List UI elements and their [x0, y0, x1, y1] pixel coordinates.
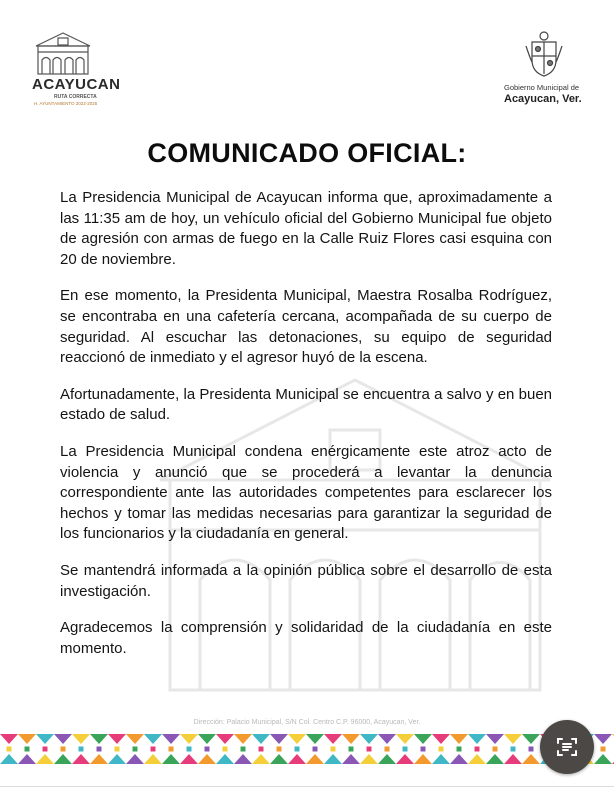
pattern-diamond [187, 747, 192, 752]
municipal-logo [500, 30, 590, 110]
pattern-diamond [295, 747, 300, 752]
pattern-triangle [360, 754, 378, 764]
paragraph: Afortunadamente, la Presidenta Municipal se encuentra a salvo y en buen estado de salud. [60, 385, 552, 424]
pattern-triangle [504, 754, 522, 764]
pattern-diamond [205, 747, 210, 752]
pattern-triangle [162, 734, 180, 744]
pattern-triangle [486, 754, 504, 764]
pattern-triangle [108, 734, 126, 744]
pattern-diamond [367, 747, 372, 752]
pattern-triangle [72, 754, 90, 764]
pattern-diamond [529, 747, 534, 752]
page-title: COMUNICADO OFICIAL: [147, 138, 467, 168]
palace-building-icon [30, 30, 96, 76]
pattern-diamond [601, 747, 606, 752]
pattern-triangle [324, 734, 342, 744]
communique-body [60, 188, 552, 675]
pattern-triangle [0, 734, 18, 744]
pattern-diamond [421, 747, 426, 752]
pattern-triangle [54, 754, 72, 764]
pattern-diamond [115, 747, 120, 752]
pattern-triangle [72, 734, 90, 744]
government-label: Gobierno Municipal de [504, 83, 580, 92]
pattern-triangle [126, 754, 144, 764]
pattern-triangle [144, 754, 162, 764]
pattern-triangle [198, 754, 216, 764]
pattern-diamond [439, 747, 444, 752]
pattern-triangle [414, 754, 432, 764]
pattern-diamond [133, 747, 138, 752]
pattern-triangle [504, 734, 522, 744]
paragraph: En ese momento, la Presidenta Municipal, Maestra Rosalba Rodríguez, se encontraba en una cafetería cercana, acompañada de su cuerpo de seguridad. Al escuchar las detonaciones, su equipo de seguridad reaccionó de inmediato y el agresor huyó de la escena. [60, 287, 552, 367]
logo-slogan-text: RUTA CORRECTA [54, 94, 97, 100]
pattern-triangle [486, 734, 504, 744]
pattern-triangle [342, 734, 360, 744]
pattern-triangle [36, 734, 54, 744]
pattern-triangle [522, 734, 540, 744]
pattern-diamond [277, 747, 282, 752]
pattern-diamond [223, 747, 228, 752]
pattern-triangle [0, 754, 18, 764]
pattern-triangle [270, 734, 288, 744]
paragraph: Agradecemos la comprensión y solidaridad de la ciudadanía en este momento. [60, 619, 552, 657]
pattern-diamond [79, 747, 84, 752]
pattern-triangle [342, 754, 360, 764]
pattern-triangle [234, 734, 252, 744]
paragraph: La Presidencia Municipal de Acayucan informa que, aproximadamente a las 11:35 am de hoy, un vehículo oficial del Gobierno Municipal fue objeto de agresión con armas de fuego en la Calle Ruiz Flores casi esquina con 20 de noviembre. [60, 189, 552, 268]
pattern-triangle [126, 734, 144, 744]
pattern-triangle [90, 754, 108, 764]
pattern-triangle [324, 754, 342, 764]
pattern-triangle [252, 754, 270, 764]
footer-address: Dirección: Palacio Municipal, S/N Col. Centro C.P. 96000, Acayucan, Ver. [193, 719, 421, 726]
pattern-triangle [180, 754, 198, 764]
scan-text-button[interactable] [540, 720, 594, 774]
pattern-diamond [43, 747, 48, 752]
pattern-diamond [349, 747, 354, 752]
pattern-diamond [385, 747, 390, 752]
pattern-triangle [468, 754, 486, 764]
pattern-triangle [378, 734, 396, 744]
pattern-triangle [594, 734, 612, 744]
pattern-triangle [198, 734, 216, 744]
pattern-triangle [414, 734, 432, 744]
pattern-diamond [457, 747, 462, 752]
pattern-diamond [61, 747, 66, 752]
pattern-triangle [144, 734, 162, 744]
decorative-pattern-band [0, 730, 614, 768]
text-scan-icon [555, 735, 579, 759]
pattern-diamond [259, 747, 264, 752]
government-name: Acayucan, Ver. [504, 93, 582, 105]
acayucan-logo [30, 30, 120, 110]
municipal-coat-of-arms-icon [524, 30, 564, 78]
pattern-diamond [25, 747, 30, 752]
logo-admin-text: H. AYUNTAMIENTO 2022-2025 [34, 101, 98, 106]
pattern-triangle [180, 734, 198, 744]
pattern-triangle [54, 734, 72, 744]
pattern-diamond [169, 747, 174, 752]
pattern-triangle [450, 734, 468, 744]
pattern-triangle [594, 754, 612, 764]
pattern-diamond [403, 747, 408, 752]
pattern-diamond [241, 747, 246, 752]
pattern-triangle [234, 754, 252, 764]
pattern-diamond [97, 747, 102, 752]
pattern-triangle [432, 754, 450, 764]
pattern-triangle [270, 754, 288, 764]
pattern-triangle [468, 734, 486, 744]
pattern-diamond [493, 747, 498, 752]
pattern-diamond [151, 747, 156, 752]
pattern-triangle [36, 754, 54, 764]
pattern-triangle [216, 734, 234, 744]
pattern-diamond [331, 747, 336, 752]
paragraph: Se mantendrá informada a la opinión pública sobre el desarrollo de esta investigación. [60, 561, 552, 600]
pattern-triangle [522, 754, 540, 764]
pattern-triangle [216, 754, 234, 764]
pattern-diamond [511, 747, 516, 752]
logo-brand-text: ACAYUCAN [32, 76, 121, 93]
pattern-triangle [288, 754, 306, 764]
pattern-diamond [7, 747, 12, 752]
pattern-triangle [306, 754, 324, 764]
pattern-triangle [396, 754, 414, 764]
pattern-triangle [432, 734, 450, 744]
pattern-triangle [252, 734, 270, 744]
pattern-triangle [18, 734, 36, 744]
pattern-triangle [378, 754, 396, 764]
divider [0, 786, 614, 787]
pattern-triangle [288, 734, 306, 744]
pattern-triangle [108, 754, 126, 764]
pattern-triangle [18, 754, 36, 764]
paragraph: La Presidencia Municipal condena enérgicamente este atroz acto de violencia y anunció que se procederá a levantar la denuncia correspondiente ante las autoridades competentes para esclarecer los hechos y tomar las medidas necesarias para garantizar la seguridad de los funcionarios y la ciudadanía en general. [60, 442, 552, 543]
pattern-diamond [313, 747, 318, 752]
pattern-triangle [396, 734, 414, 744]
pattern-diamond [475, 747, 480, 752]
pattern-triangle [360, 734, 378, 744]
pattern-triangle [450, 754, 468, 764]
pattern-triangle [162, 754, 180, 764]
pattern-triangle [306, 734, 324, 744]
pattern-triangle [90, 734, 108, 744]
